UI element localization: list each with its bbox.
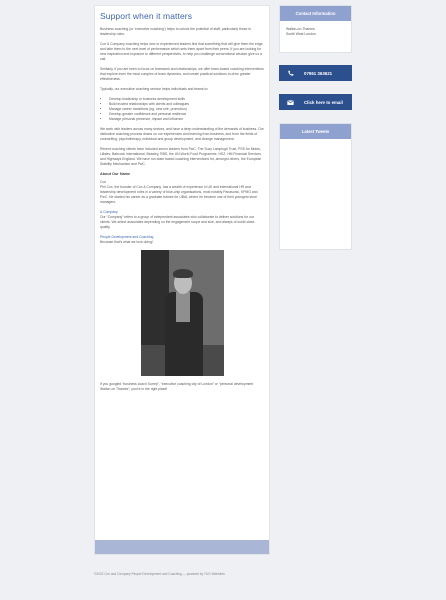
people-text: Because that’s what we love doing! — [100, 240, 153, 244]
company-label: & Company — [100, 210, 118, 214]
tweets-heading: Latest Tweets — [280, 124, 351, 139]
paragraph-typically: Typically, our executive coaching service helps individuals and teams to: — [100, 87, 209, 91]
phone-icon — [287, 70, 294, 77]
paragraph-sectors: We work with leaders across many sectors, and have a deep understanding of the demands of business. Our distinctive coaching process draws on our experiences and learning from business, and from the fields of counselling, psychotherapy, individual and group development, and change management. — [100, 127, 264, 141]
list-item: • Build trusted relationships with clients and colleagues — [109, 102, 264, 107]
contact-line-2: South West London — [286, 32, 316, 36]
closing-paragraph: If you googled “business coach Surrey”, “executive coaching city of London” or “personal development Walton on Thames”, you’re in the right place! — [100, 382, 254, 391]
site-footer: ©2022 Cox and Company People Development and Coaching — powered by TUG Websites — [94, 572, 225, 576]
benefits-list — [100, 97, 264, 122]
about-heading: About Our Name — [100, 172, 131, 176]
page-title: Support when it matters — [100, 11, 193, 21]
list-item: • Develop greater confidence and personal resilience — [109, 112, 264, 117]
cox-text: Phil Cox, the founder of Cox & Company, has a wealth of experience in UK and international HR and leadership development roles in a variety of blue-chip organisations, most notably Panasonic, KPMG and PwC. He started his career as a graduate trainee for UBAL where he became one of their youngest store managers. — [100, 185, 258, 204]
paragraph-edge: Cox & Company coaching helps new or experienced leaders find that something that will give them the edge, and take them to the next level of performance which sets them apart from their peers. If you are looking for new inspiration and exposure to different perspectives, to help you challenge conventional wisdom give us a call. — [100, 42, 264, 61]
email-label: Click here to email — [304, 99, 343, 105]
list-item: • Manage career transitions (eg. new role, promotion) — [109, 107, 264, 112]
contact-heading: Contact Information — [280, 6, 351, 21]
phone-number: 07961 363621 — [304, 70, 333, 76]
contact-box — [279, 5, 352, 53]
company-text: Our “Company” refers to a group of independent associates who collaborate to deliver solutions for our clients. We select associates depending on the engagement scope and size, and always of world-class quality. — [100, 215, 255, 229]
list-item: • Develop leadership or business development skills — [109, 97, 264, 102]
paragraph-clients: Recent coaching clients have included senior leaders from PwC, The Suzy Lamplugh Trust, PSS for Mutes, Lillalev, Babcock International, Beazley, RBS, the UN World Food Programme, HSZ, HM Financial Services and Highways England. We have run team based coaching interventions for, amongst others, the European Stability Mechanism and PwC. — [100, 147, 262, 166]
founder-photo — [141, 250, 224, 376]
intro-paragraph: Business coaching (or ‘executive coaching’) helps to unlock the potential of staff, particularly those in leadership roles. — [100, 27, 251, 36]
contact-line-1: Walton-on-Thames — [286, 27, 315, 31]
list-item: • Manage personal presence, impact and influence — [109, 117, 264, 122]
main-footer-bar — [95, 540, 269, 554]
email-button[interactable] — [279, 94, 352, 110]
envelope-icon — [287, 99, 294, 106]
cox-label: Cox — [100, 180, 107, 184]
phone-button[interactable] — [279, 65, 352, 81]
tweets-box — [279, 123, 352, 250]
people-label: People Development and Coaching — [100, 235, 154, 239]
main-content — [94, 5, 270, 555]
paragraph-teamwork: Similarly, if you are keen to focus on teamwork and relationships, we offer team-based coaching interventions that explore even the most complex of team dynamics, and create practical solutions to drive greater effectiveness. — [100, 67, 264, 81]
